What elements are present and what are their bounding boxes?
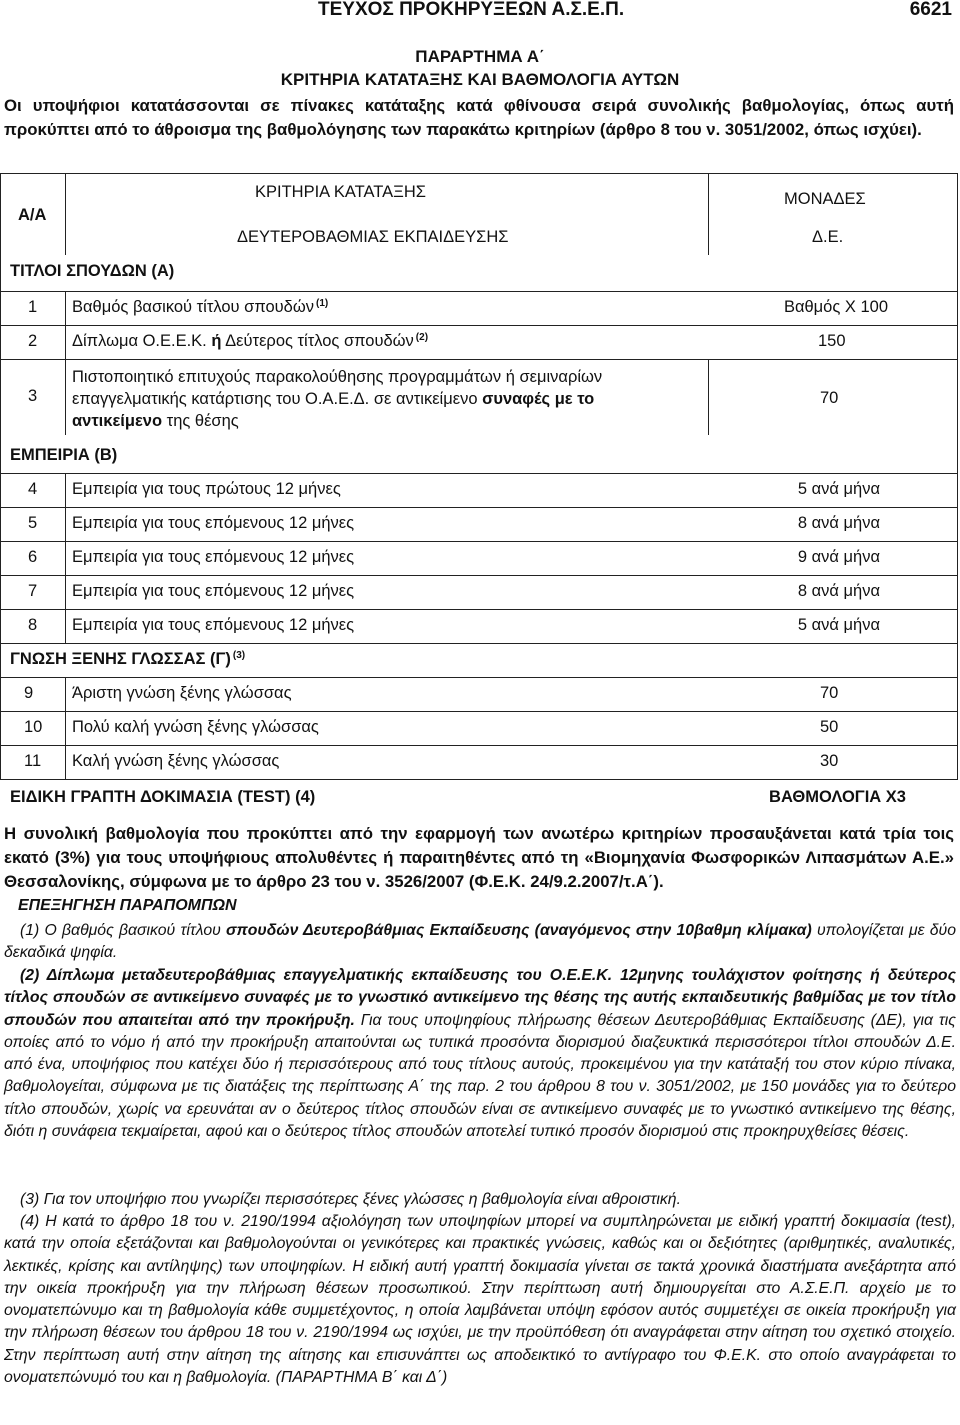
col-header-units-level: Δ.Ε. [812, 228, 844, 246]
row-number: 2 [28, 332, 38, 350]
row-text: Πολύ καλή γνώση ξένης γλώσσας [72, 718, 319, 736]
table-rule [0, 677, 958, 678]
page-header [0, 0, 960, 22]
row-text: Καλή γνώση ξένης γλώσσας [72, 752, 280, 770]
col-header-units: ΜΟΝΑΔΕΣ [784, 190, 866, 208]
row-number: 1 [28, 298, 38, 316]
col-divider [708, 173, 709, 255]
notes-heading: ΕΠΕΞΗΓΗΣΗ ΠΑΡΑΠΟΜΠΩΝ [18, 897, 237, 914]
row-value: 30 [820, 752, 839, 770]
table-rule [0, 473, 958, 474]
footnote-2: (2) Δίπλωμα μεταδευτεροβάθμιας επαγγελματικής εκπαίδευσης του Ο.Ε.Ε.Κ. 12μηνης τουλάχιστον φοίτησης ή δεύτερος τίτλος σπουδών σε αντικείμενο συναφές με το γνωστικό αντικείμενο της θέσης της αυτής εκπαιδευτικής βαθμίδας με τον τίτλο σπουδών που απαιτείται από την προκήρυξη. Για τους υποψηφίους πλήρωσης θέσεων Δευτεροβάθμιας Εκπαίδευσης (ΔΕ), για τις οποίες από το νόμο ή από την προκήρυξη απαιτούνται ως τυπικά προσόντα διορισμού διαζευκτικά περισσότεροι τίτλοι σπουδών Δ.Ε. από ένα, υποψήφιος που κατέχει δύο ή περισσότερους από τους τίτλους αυτούς, προκειμένου για την κατάταξή του στον κύριο πίνακα, βαθμολογείται, σύμφωνα με τις διατάξεις της περίπτωσης Α΄ της παρ. 2 του άρθρου 8 του ν. 3051/2002, με 150 μονάδες για το δεύτερο τίτλο σπουδών, χωρίς να ερευνάται αν ο δεύτερος τίτλος σπουδών είναι σε αντικείμενο συναφές με το γνωστικό αντικείμενο της θέσης, διότι η συνάφεια τεκμαίρεται, αφού και ο δεύτερος τίτλος σπουδών αποτελεί τυπικό προσόν διορισμού στις προκηρυχθείσες θέσεις. [4, 967, 956, 1141]
row-number: 5 [28, 514, 38, 532]
row-text: Εμπειρία για τους επόμενους 12 μήνες [72, 616, 355, 634]
section-b-title: ΕΜΠΕΙΡΙΑ (Β) [10, 446, 118, 464]
row-value: 5 ανά μήνα [797, 616, 880, 634]
footnote-3: (3) Για τον υποψήφιο που γνωρίζει περισσότερες ξένες γλώσσες η βαθμολογία είναι αθροιστική. [20, 1191, 681, 1208]
row-text: Εμπειρία για τους επόμενους 12 μήνες [72, 582, 355, 600]
row-number: 3 [28, 387, 38, 405]
row-value: 150 [818, 332, 846, 350]
table-rule [0, 291, 958, 292]
table-rule [0, 325, 958, 326]
row-text: Εμπειρία για τους επόμενους 12 μήνες [72, 548, 355, 566]
row-text-line: Πιστοποιητικό επιτυχούς παρακολούθησης προγραμμάτων ή σεμιναρίων [72, 368, 603, 386]
annex-title: ΠΑΡΑΡΤΗΜΑ Α΄ [415, 47, 545, 66]
row-number: 9 [24, 684, 34, 702]
col-divider [65, 473, 66, 643]
table-rule [0, 711, 958, 712]
section-a-title: ΤΙΤΛΟΙ ΣΠΟΥΔΩΝ (Α) [10, 262, 175, 280]
annex-subtitle: ΚΡΙΤΗΡΙΑ ΚΑΤΑΤΑΞΗΣ ΚΑΙ ΒΑΘΜΟΛΟΓΙΑ ΑΥΤΩΝ [280, 70, 680, 89]
footnote-4: (4) Η κατά το άρθρο 18 του ν. 2190/1994 αξιολόγηση των υποψηφίων μπορεί να συμπληρώνεται με ειδική γραπτή δοκιμασία (test), κατά την οποία εξετάζονται και βαθμολογούνται οι γενικότερες και πρακτικές γνώσεις, καθώς και οι δεξιότητες (αριθμητικές, αναλυτικές, λεκτικές, κρίσης και αντίληψης) των υποψηφίων. Η ειδική αυτή γραπτή δοκιμασία γίνεται σε τακτά χρονικά διαστήματα ανεξάρτητα από την οικεία προκήρυξη για την πλήρωση θέσεων προσωπικού. Στην περίπτωση αυτή δημιουργείται στο Α.Σ.Ε.Π. αρχείο με το ονοματεπώνυμο και τη βαθμολογία κάθε συμμετέχοντος, η οποία λαμβάνεται υπόψη εφόσον αυτός συμμετέχει σε οικεία προκήρυξη για την πλήρωση θέσεων του άρθρου 18 του ν. 2190/1994 ως ισχύει, με την προϋπόθεση ότι αναγράφεται στην αίτηση του σχετικό στοιχείο. Στην περίπτωση αυτή στην αίτηση της αίτησης και επισυνάπτει ως αποδεικτικό το αντίγραφο του Φ.Ε.Κ. στο οποίο αναγράφεται το ονοματεπώνυμό του και η βαθμολογία. (ΠΑΡΑΡΤΗΜΑ Β΄ και Δ΄) [4, 1213, 956, 1387]
row-text: Βαθμός βασικού τίτλου σπουδών $^{(1)}$ [72, 298, 329, 316]
section-d-title: ΕΙΔΙΚΗ ΓΡΑΠΤΗ ΔΟΚΙΜΑΣΙΑ (TEST) (4) [10, 788, 316, 806]
row-value: 70 [820, 684, 839, 702]
row-number: 8 [28, 616, 38, 634]
row-text: Εμπειρία για τους επόμενους 12 μήνες [72, 514, 355, 532]
criteria-table [0, 173, 958, 806]
row-number: 10 [24, 718, 43, 736]
table-rule [0, 173, 958, 174]
row-value: 70 [820, 389, 839, 407]
row-text: Δίπλωμα Ο.Ε.Ε.Κ. ή Δεύτερος τίτλος σπουδών $^{(2)}$ [72, 332, 429, 350]
row-text: Άριστη γνώση ξένης γλώσσας [72, 684, 292, 702]
row-number: 6 [28, 548, 38, 566]
col-divider [65, 677, 66, 779]
table-rule [0, 575, 958, 576]
row-value: 50 [820, 718, 839, 736]
table-border-left [0, 173, 1, 779]
row-value: 5 ανά μήνα [797, 480, 880, 498]
issue-title: ΤΕΥΧΟΣ ΠΡΟΚΗΡΥΞΕΩΝ Α.Σ.Ε.Π. [318, 0, 625, 20]
table-rule [0, 745, 958, 746]
row-text-line: αντικείμενο της θέσης [72, 412, 239, 430]
page-number: 6621 [909, 0, 952, 20]
row-number: 11 [24, 752, 42, 770]
col-divider [708, 359, 709, 435]
row-value: 8 ανά μήνα [797, 582, 880, 600]
col-header-criteria-level: ΔΕΥΤΕΡΟΒΑΘΜΙΑΣ ΕΚΠΑΙΔΕΥΣΗΣ [237, 228, 509, 246]
table-rule [0, 779, 958, 780]
table-rule [0, 359, 958, 360]
table-rule [0, 507, 958, 508]
table-rule [0, 609, 958, 610]
footnote-1: (1) Ο βαθμός βασικού τίτλου σπουδών Δευτεροβάθμιας Εκπαίδευσης (αναγόμενος στην 10βαθμη κλίμακα) υπολογίζεται με δύο δεκαδικά ψηφία. [4, 922, 957, 962]
col-divider [65, 291, 66, 435]
section-d-value: ΒΑΘΜΟΛΟΓΙΑ Χ3 [769, 788, 906, 806]
intro-paragraph: Οι υποψήφιοι κατατάσσονται σε πίνακες κατάταξης κατά φθίνουσα σειρά συνολικής βαθμολογίας, όπως αυτή προκύπτει από το άθροισμα της βαθμολόγησης των παρακάτω κριτηρίων (άρθρο 8 του ν. 3051/2002, όπως ισχύει). [4, 96, 954, 139]
row-text-line: επαγγελματικής κατάρτισης του Ο.Α.Ε.Δ. σε αντικείμενο συναφές με το [72, 390, 595, 408]
row-value: 9 ανά μήνα [797, 548, 880, 566]
col-divider [65, 173, 66, 255]
summary-paragraph: Η συνολική βαθμολογία που προκύπτει από την εφαρμογή των ανωτέρω κριτηρίων προσαυξάνεται κατά τρία τοις εκατό (3%) για τους υποψήφιους απολυθέντες ή παραιτηθέντες από τη «Βιομηχανία Φωσφορικών Λιπασμάτων Α.Ε.» Θεσσαλονίκης, σύμφωνα με το άρθρο 23 του ν. 3526/2007 (Φ.Ε.Κ. 24/9.2.2007/τ.Α΄). [4, 824, 954, 891]
table-border-right [957, 173, 958, 779]
table-rule [0, 541, 958, 542]
section-c-title: ΓΝΩΣΗ ΞΕΝΗΣ ΓΛΩΣΣΑΣ (Γ) $^{(3)}$ [10, 650, 246, 668]
row-text: Εμπειρία για τους πρώτους 12 μήνες [72, 480, 341, 498]
col-header-aa: Α/Α [18, 206, 47, 224]
row-number: 4 [28, 480, 38, 498]
table-rule [0, 643, 958, 644]
row-value: 8 ανά μήνα [797, 514, 880, 532]
row-number: 7 [28, 582, 38, 600]
row-value: Βαθμός Χ 100 [783, 298, 888, 316]
col-header-criteria: ΚΡΙΤΗΡΙΑ ΚΑΤΑΤΑΞΗΣ [255, 183, 426, 201]
